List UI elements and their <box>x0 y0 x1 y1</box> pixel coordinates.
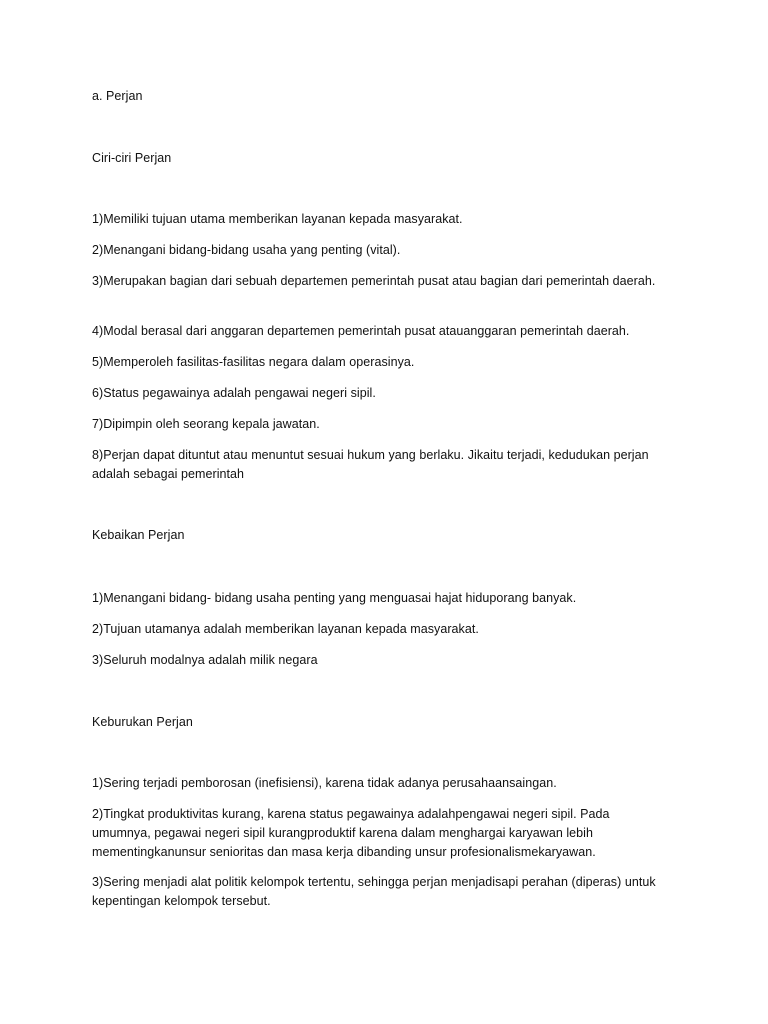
document-title: a. Perjan <box>92 89 143 103</box>
section-heading-keburukan: Keburukan Perjan <box>92 715 193 729</box>
list-item: 1)Sering terjadi pemborosan (inefisiensi), karena tidak adanya perusahaansaingan. <box>92 776 557 790</box>
list-item: 6)Status pegawainya adalah pengawai negeri sipil. <box>92 386 376 400</box>
list-item: 1)Memiliki tujuan utama memberikan layanan kepada masyarakat. <box>92 212 463 226</box>
list-item: 8)Perjan dapat dituntut atau menuntut sesuai hukum yang berlaku. Jikaitu terjadi, kedudukan perjan adalah sebagai pemerintah <box>92 448 649 481</box>
list-item: 2)Tingkat produktivitas kurang, karena status pegawainya adalahpengawai negeri sipil. Pada umumnya, pegawai negeri sipil kurangproduktif karena dalam menghargai karyawan lebih mementingkanunsur senioritas dan masa kerja dibanding unsur profesionalismekaryawan. <box>92 807 610 859</box>
list-item: 1)Menangani bidang- bidang usaha penting yang menguasai hajat hiduporang banyak. <box>92 591 577 605</box>
list-item: 4)Modal berasal dari anggaran departemen pemerintah pusat atauanggaran pemerintah daerah. <box>92 324 630 338</box>
list-item: 3)Seluruh modalnya adalah milik negara <box>92 653 318 667</box>
list-item: 2)Tujuan utamanya adalah memberikan layanan kepada masyarakat. <box>92 622 479 636</box>
list-item: 2)Menangani bidang-bidang usaha yang penting (vital). <box>92 243 401 257</box>
list-item: 5)Memperoleh fasilitas-fasilitas negara dalam operasinya. <box>92 355 415 369</box>
section-heading-ciri: Ciri-ciri Perjan <box>92 151 172 165</box>
list-item: 3)Sering menjadi alat politik kelompok tertentu, sehingga perjan menjadisapi perahan (diperas) untuk kepentingan kelompok tersebut. <box>92 875 656 908</box>
list-item: 3)Merupakan bagian dari sebuah departemen pemerintah pusat atau bagian dari pemerintah daerah. <box>92 274 656 288</box>
section-heading-kebaikan: Kebaikan Perjan <box>92 528 185 542</box>
list-item: 7)Dipimpin oleh seorang kepala jawatan. <box>92 417 320 431</box>
